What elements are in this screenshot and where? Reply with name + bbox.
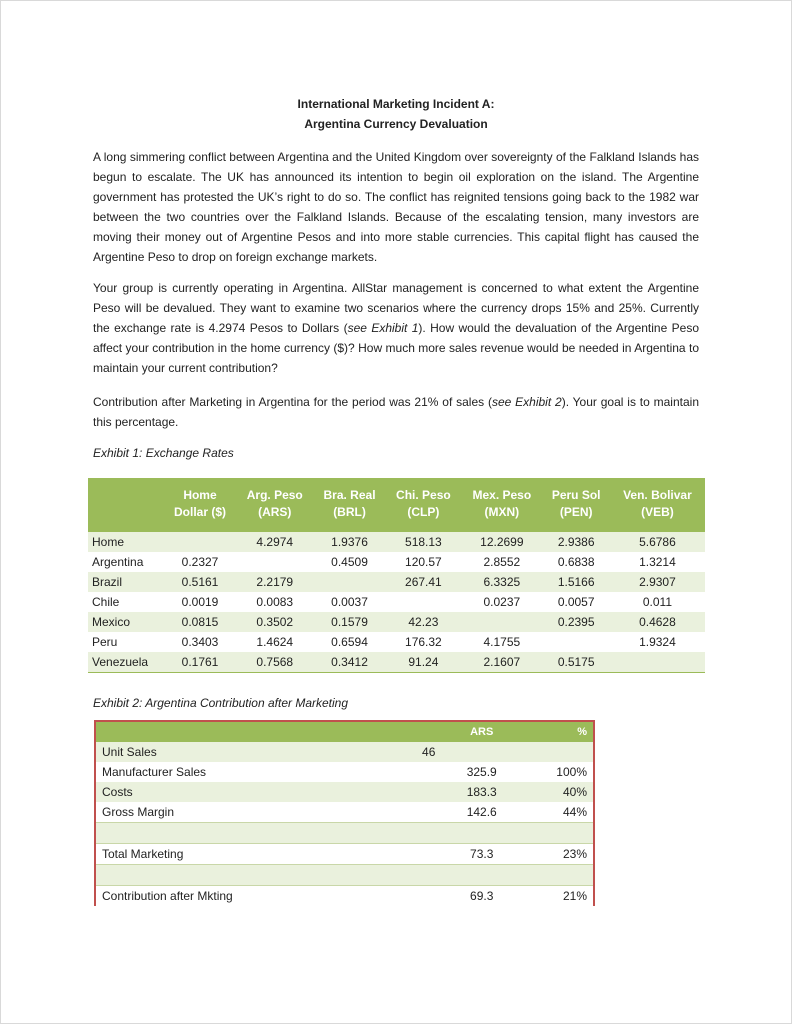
table-cell: 69.3 [441,886,522,907]
table-cell: 325.9 [441,762,522,782]
table-row [88,612,705,632]
title-line-1: International Marketing Incident A: [297,97,495,111]
row-label: Costs [95,782,390,802]
table-cell [95,823,594,844]
table-cell: 44% [522,802,594,823]
exhibit2-caption: Exhibit 2: Argentina Contribution after Marketing [93,696,349,710]
header-arg-peso: Arg. Peso (ARS) [236,478,314,531]
table-cell: 176.32 [386,632,462,652]
row-label: Venezuela [88,652,164,673]
header-mex-peso: Mex. Peso (MXN) [461,478,542,531]
row-label: Gross Margin [95,802,390,823]
row-label: Home [88,531,164,553]
table-cell: 23% [522,844,594,865]
table-cell: 4.2974 [236,531,314,553]
paragraph-background: A long simmering conflict between Argentina and the United Kingdom over sovereignty of the Falkland Islands has begun to escalate. The UK has announced its intention to begin oil exploration on the island. The Argentine government has protested the UK’s right to do so. The conflict has reignited tensions going back to the 1982 war between the two countries over the Falkland Islands. Because of the escalating tension, many investors are moving their money out of Argentine Pesos and into more stable currencies. This capital flight has caused the Argentine Peso to drop on foreign exchange markets. [93,150,699,264]
table-cell: 4.1755 [461,632,542,652]
table-cell: 12.2699 [461,531,542,553]
table-cell [441,742,522,762]
contribution-table [94,720,595,906]
row-label: Mexico [88,612,164,632]
row-label: Total Marketing [95,844,390,865]
document-title [0,94,792,134]
row-label: Chile [88,592,164,612]
table-cell [390,886,441,907]
title-line-2: Argentina Currency Devaluation [304,117,488,131]
table-cell: 0.0237 [461,592,542,612]
exhibit1-caption: Exhibit 1: Exchange Rates [93,446,234,460]
exchange-rates-table [88,478,705,673]
header-home-dollar: Home Dollar ($) [164,478,236,531]
contribution-header-row [95,721,594,742]
header-ven-bolivar: Ven. Bolivar (VEB) [610,478,705,531]
row-label: Argentina [88,552,164,572]
header-percent: % [522,721,594,742]
row-label: Contribution after Mkting [95,886,390,907]
table-cell [314,572,386,592]
table-cell [542,632,609,652]
table-cell: 120.57 [386,552,462,572]
table-cell: 2.9386 [542,531,609,553]
header-bra-real: Bra. Real (BRL) [314,478,386,531]
table-cell [390,802,441,823]
table-row [95,762,594,782]
table-cell: 0.4628 [610,612,705,632]
table-cell: 21% [522,886,594,907]
table-row [88,592,705,612]
table-row [95,742,594,762]
table-cell: 0.2395 [542,612,609,632]
header-chi-peso: Chi. Peso (CLP) [386,478,462,531]
table-cell: 0.011 [610,592,705,612]
table-cell: 42.23 [386,612,462,632]
table-cell [164,531,236,553]
table-cell: 2.9307 [610,572,705,592]
table-cell [390,844,441,865]
table-row [95,782,594,802]
table-cell: 1.9324 [610,632,705,652]
table-cell [386,592,462,612]
table-cell: 1.4624 [236,632,314,652]
row-label: Peru [88,632,164,652]
paragraph-goal [93,392,699,432]
table-cell: 518.13 [386,531,462,553]
table-cell [522,742,594,762]
paragraph-goal-part2: ). Your goal is to maintain this percentage. [93,395,699,429]
table-cell [610,652,705,673]
table-cell: 0.0057 [542,592,609,612]
table-cell: 0.1579 [314,612,386,632]
table-cell: 0.3502 [236,612,314,632]
header-peru-sol: Peru Sol (PEN) [542,478,609,531]
table-cell: 0.4509 [314,552,386,572]
table-cell: 2.1607 [461,652,542,673]
row-label: Manufacturer Sales [95,762,390,782]
table-cell: 0.1761 [164,652,236,673]
table-cell: 1.5166 [542,572,609,592]
table-row [88,531,705,553]
table-cell: 142.6 [441,802,522,823]
table-cell: 2.2179 [236,572,314,592]
table-cell: 0.0037 [314,592,386,612]
table-row [88,652,705,673]
table-row-blank [95,865,594,886]
table-cell: 0.3412 [314,652,386,673]
row-label: Unit Sales [95,742,390,762]
table-cell: 0.2327 [164,552,236,572]
exhibit1-reference: see Exhibit 1 [347,321,419,335]
row-label: Brazil [88,572,164,592]
paragraph-task [93,278,699,378]
table-cell [95,865,594,886]
table-cell: 5.6786 [610,531,705,553]
table-row [95,886,594,907]
table-cell: 73.3 [441,844,522,865]
table-cell: 1.9376 [314,531,386,553]
paragraph-goal-part1: Contribution after Marketing in Argentina for the period was 21% of sales ( [93,395,492,409]
table-cell: 267.41 [386,572,462,592]
table-cell: 0.0815 [164,612,236,632]
table-cell: 0.5175 [542,652,609,673]
header-ars: ARS [441,721,522,742]
exchange-rates-header-row [88,478,705,531]
table-cell: 0.0019 [164,592,236,612]
table-cell: 2.8552 [461,552,542,572]
table-cell: 91.24 [386,652,462,673]
table-row-blank [95,823,594,844]
table-cell: 183.3 [441,782,522,802]
table-cell [236,552,314,572]
exhibit2-reference: see Exhibit 2 [491,395,562,409]
table-cell [461,612,542,632]
table-row [88,552,705,572]
table-cell: 0.5161 [164,572,236,592]
header-corner [88,478,164,531]
table-cell: 0.6838 [542,552,609,572]
table-cell [390,762,441,782]
table-row [95,844,594,865]
table-cell: 0.7568 [236,652,314,673]
table-cell: 0.0083 [236,592,314,612]
table-cell: 0.6594 [314,632,386,652]
table-cell: 40% [522,782,594,802]
paragraph-task-part2: ). How would the devaluation of the Argentine Peso affect your contribution in the home currency ($)? How much more sales revenue would be needed in Argentina to maintain your current contribution? [93,321,700,375]
table-row [95,802,594,823]
header-units-blank [390,721,441,742]
table-cell [390,782,441,802]
table-cell: 1.3214 [610,552,705,572]
unit-sales-value: 46 [390,742,441,762]
table-cell: 0.3403 [164,632,236,652]
paragraph-task-part1: Your group is currently operating in Argentina. AllStar management is concerned to what extent the Argentine Peso will be devalued. They want to examine two scenarios where the currency drops 15% and 25%. Currently the exchange rate is 4.2974 Pesos to Dollars ( [93,281,699,335]
header-label-blank [95,721,390,742]
table-cell: 6.3325 [461,572,542,592]
table-cell: 100% [522,762,594,782]
table-row [88,632,705,652]
table-row [88,572,705,592]
